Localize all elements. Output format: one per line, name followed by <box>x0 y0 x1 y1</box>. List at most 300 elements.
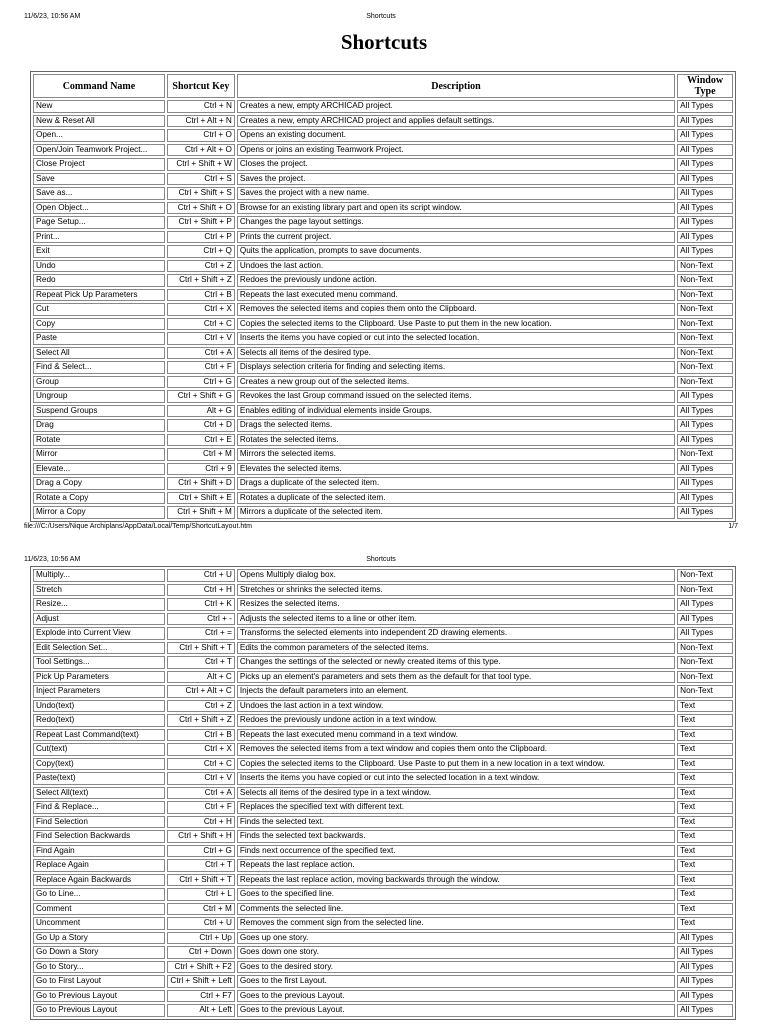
cell-window-type: Non-Text <box>677 376 733 389</box>
cell-shortcut-key: Ctrl + S <box>167 173 235 186</box>
cell-command-name: Suspend Groups <box>33 405 165 418</box>
table-row <box>33 917 733 930</box>
cell-window-type: All Types <box>677 231 733 244</box>
cell-description: Goes to the first Layout. <box>237 975 675 988</box>
cell-shortcut-key: Ctrl + X <box>167 743 235 756</box>
table-body-page-2 <box>33 569 733 1017</box>
cell-shortcut-key: Ctrl + Alt + N <box>167 115 235 128</box>
cell-description: Inserts the items you have copied or cut into the selected location. <box>237 332 675 345</box>
cell-command-name: Copy(text) <box>33 758 165 771</box>
footer-file-path: file:///C:/Users/Nique Archiplans/AppData/Local/Temp/ShortcutLayout.htm <box>24 523 252 530</box>
cell-shortcut-key: Ctrl + Shift + O <box>167 202 235 215</box>
cell-command-name: Comment <box>33 903 165 916</box>
cell-window-type: All Types <box>677 1004 733 1017</box>
cell-window-type: All Types <box>677 434 733 447</box>
table-row <box>33 975 733 988</box>
cell-command-name: Replace Again <box>33 859 165 872</box>
cell-command-name: Select All <box>33 347 165 360</box>
cell-command-name: New <box>33 100 165 113</box>
table-row <box>33 289 733 302</box>
cell-command-name: Rotate <box>33 434 165 447</box>
cell-command-name: Explode into Current View <box>33 627 165 640</box>
cell-command-name: Paste <box>33 332 165 345</box>
table-row <box>33 729 733 742</box>
table-row <box>33 245 733 258</box>
cell-shortcut-key: Ctrl + U <box>167 917 235 930</box>
cell-command-name: Stretch <box>33 584 165 597</box>
cell-command-name: Print... <box>33 231 165 244</box>
cell-window-type: Text <box>677 845 733 858</box>
cell-window-type: All Types <box>677 187 733 200</box>
cell-command-name: Mirror <box>33 448 165 461</box>
cell-shortcut-key: Ctrl + M <box>167 448 235 461</box>
cell-description: Creates a new group out of the selected items. <box>237 376 675 389</box>
table-row <box>33 961 733 974</box>
cell-shortcut-key: Ctrl + H <box>167 584 235 597</box>
cell-window-type: All Types <box>677 477 733 490</box>
cell-command-name: Redo(text) <box>33 714 165 727</box>
table-row <box>33 772 733 785</box>
cell-window-type: Non-Text <box>677 584 733 597</box>
table-row <box>33 202 733 215</box>
cell-shortcut-key: Ctrl + F7 <box>167 990 235 1003</box>
table-row <box>33 434 733 447</box>
cell-description: Changes the page layout settings. <box>237 216 675 229</box>
table-row <box>33 656 733 669</box>
cell-description: Changes the settings of the selected or newly created items of this type. <box>237 656 675 669</box>
cell-command-name: Resize... <box>33 598 165 611</box>
table-row <box>33 173 733 186</box>
cell-shortcut-key: Ctrl + K <box>167 598 235 611</box>
cell-shortcut-key: Ctrl + Shift + W <box>167 158 235 171</box>
cell-window-type: Non-Text <box>677 260 733 273</box>
table-row <box>33 859 733 872</box>
cell-window-type: Text <box>677 917 733 930</box>
cell-window-type: Non-Text <box>677 361 733 374</box>
cell-description: Repeats the last replace action, moving backwards through the window. <box>237 874 675 887</box>
cell-command-name: Adjust <box>33 613 165 626</box>
cell-shortcut-key: Ctrl + A <box>167 347 235 360</box>
cell-command-name: Find & Replace... <box>33 801 165 814</box>
cell-window-type: All Types <box>677 144 733 157</box>
cell-window-type: Text <box>677 801 733 814</box>
cell-shortcut-key: Ctrl + G <box>167 376 235 389</box>
cell-description: Revokes the last Group command issued on the selected items. <box>237 390 675 403</box>
cell-window-type: Text <box>677 772 733 785</box>
cell-command-name: Elevate... <box>33 463 165 476</box>
cell-description: Resizes the selected items. <box>237 598 675 611</box>
table-row <box>33 492 733 505</box>
cell-window-type: All Types <box>677 492 733 505</box>
cell-description: Injects the default parameters into an element. <box>237 685 675 698</box>
cell-command-name: Go to Previous Layout <box>33 1004 165 1017</box>
cell-command-name: Replace Again Backwards <box>33 874 165 887</box>
cell-description: Enables editing of individual elements inside Groups. <box>237 405 675 418</box>
cell-description: Quits the application, prompts to save documents. <box>237 245 675 258</box>
table-row <box>33 274 733 287</box>
table-row <box>33 448 733 461</box>
cell-window-type: All Types <box>677 100 733 113</box>
cell-shortcut-key: Ctrl + L <box>167 888 235 901</box>
table-row <box>33 1004 733 1017</box>
cell-command-name: Close Project <box>33 158 165 171</box>
cell-window-type: All Types <box>677 158 733 171</box>
cell-description: Saves the project. <box>237 173 675 186</box>
cell-description: Finds the selected text. <box>237 816 675 829</box>
cell-command-name: Go Up a Story <box>33 932 165 945</box>
cell-window-type: Text <box>677 714 733 727</box>
cell-command-name: Ungroup <box>33 390 165 403</box>
cell-shortcut-key: Ctrl + F <box>167 361 235 374</box>
table-row <box>33 569 733 582</box>
table-row <box>33 787 733 800</box>
cell-shortcut-key: Ctrl + T <box>167 859 235 872</box>
cell-command-name: Find Selection Backwards <box>33 830 165 843</box>
table-row <box>33 758 733 771</box>
cell-window-type: Non-Text <box>677 303 733 316</box>
cell-command-name: Uncomment <box>33 917 165 930</box>
cell-description: Prints the current project. <box>237 231 675 244</box>
cell-description: Redoes the previously undone action in a text window. <box>237 714 675 727</box>
cell-description: Opens Multiply dialog box. <box>237 569 675 582</box>
cell-shortcut-key: Ctrl + B <box>167 289 235 302</box>
table-row <box>33 477 733 490</box>
cell-description: Removes the selected items from a text window and copies them onto the Clipboard. <box>237 743 675 756</box>
cell-command-name: Undo(text) <box>33 700 165 713</box>
cell-shortcut-key: Ctrl + Shift + D <box>167 477 235 490</box>
cell-window-type: Text <box>677 743 733 756</box>
cell-description: Goes to the previous Layout. <box>237 990 675 1003</box>
cell-shortcut-key: Ctrl + X <box>167 303 235 316</box>
table-row <box>33 816 733 829</box>
table-row <box>33 584 733 597</box>
cell-window-type: Text <box>677 787 733 800</box>
cell-description: Browse for an existing library part and open its script window. <box>237 202 675 215</box>
table-row <box>33 671 733 684</box>
table-row <box>33 932 733 945</box>
shortcuts-table-page-2 <box>30 566 736 1020</box>
cell-description: Finds the selected text backwards. <box>237 830 675 843</box>
cell-window-type: Text <box>677 830 733 843</box>
cell-window-type: All Types <box>677 975 733 988</box>
cell-shortcut-key: Ctrl + Z <box>167 260 235 273</box>
cell-shortcut-key: Ctrl + Shift + P <box>167 216 235 229</box>
cell-command-name: Cut <box>33 303 165 316</box>
cell-window-type: All Types <box>677 173 733 186</box>
table-row <box>33 231 733 244</box>
table-row <box>33 463 733 476</box>
cell-command-name: Save as... <box>33 187 165 200</box>
cell-window-type: Text <box>677 758 733 771</box>
table-row <box>33 260 733 273</box>
table-header-row <box>33 74 733 98</box>
cell-description: Picks up an element's parameters and sets them as the default for that tool type. <box>237 671 675 684</box>
cell-command-name: Multiply... <box>33 569 165 582</box>
cell-command-name: Pick Up Parameters <box>33 671 165 684</box>
table-row <box>33 332 733 345</box>
table-row <box>33 642 733 655</box>
cell-description: Goes up one story. <box>237 932 675 945</box>
cell-description: Selects all items of the desired type in a text window. <box>237 787 675 800</box>
cell-command-name: Go to Line... <box>33 888 165 901</box>
table-row <box>33 685 733 698</box>
shortcuts-table-page-1 <box>30 71 736 522</box>
cell-window-type: All Types <box>677 129 733 142</box>
cell-command-name: Select All(text) <box>33 787 165 800</box>
header-title: Shortcuts <box>366 13 396 20</box>
cell-window-type: Non-Text <box>677 274 733 287</box>
table-row <box>33 347 733 360</box>
cell-shortcut-key: Ctrl + Up <box>167 932 235 945</box>
cell-window-type: Non-Text <box>677 642 733 655</box>
cell-description: Selects all items of the desired type. <box>237 347 675 360</box>
cell-shortcut-key: Ctrl + A <box>167 787 235 800</box>
cell-shortcut-key: Ctrl + E <box>167 434 235 447</box>
cell-shortcut-key: Ctrl + Z <box>167 700 235 713</box>
cell-shortcut-key: Ctrl + O <box>167 129 235 142</box>
cell-window-type: Non-Text <box>677 656 733 669</box>
table-row <box>33 743 733 756</box>
table-row <box>33 888 733 901</box>
cell-shortcut-key: Alt + Left <box>167 1004 235 1017</box>
cell-description: Repeats the last executed menu command. <box>237 289 675 302</box>
table-row <box>33 946 733 959</box>
cell-shortcut-key: Ctrl + Shift + H <box>167 830 235 843</box>
cell-window-type: Text <box>677 729 733 742</box>
table-row <box>33 714 733 727</box>
cell-command-name: Go to First Layout <box>33 975 165 988</box>
cell-shortcut-key: Alt + C <box>167 671 235 684</box>
cell-window-type: Non-Text <box>677 289 733 302</box>
cell-description: Inserts the items you have copied or cut into the selected location in a text window. <box>237 772 675 785</box>
cell-description: Elevates the selected items. <box>237 463 675 476</box>
column-header-shortcut-key: Shortcut Key <box>167 74 235 98</box>
cell-window-type: Non-Text <box>677 318 733 331</box>
cell-window-type: All Types <box>677 990 733 1003</box>
table-row <box>33 830 733 843</box>
footer-page-number: 1/7 <box>728 523 738 530</box>
cell-command-name: New & Reset All <box>33 115 165 128</box>
table-row <box>33 405 733 418</box>
cell-shortcut-key: Ctrl + M <box>167 903 235 916</box>
cell-description: Drags the selected items. <box>237 419 675 432</box>
cell-window-type: All Types <box>677 202 733 215</box>
cell-description: Closes the project. <box>237 158 675 171</box>
cell-description: Goes down one story. <box>237 946 675 959</box>
cell-shortcut-key: Ctrl + D <box>167 419 235 432</box>
cell-shortcut-key: Ctrl + Shift + Z <box>167 274 235 287</box>
cell-description: Redoes the previously undone action. <box>237 274 675 287</box>
cell-description: Creates a new, empty ARCHICAD project. <box>237 100 675 113</box>
table-row <box>33 216 733 229</box>
cell-window-type: Text <box>677 816 733 829</box>
cell-window-type: Text <box>677 874 733 887</box>
cell-window-type: All Types <box>677 627 733 640</box>
table-row <box>33 158 733 171</box>
cell-window-type: All Types <box>677 961 733 974</box>
cell-command-name: Drag a Copy <box>33 477 165 490</box>
cell-window-type: All Types <box>677 613 733 626</box>
table-row <box>33 598 733 611</box>
cell-shortcut-key: Ctrl + T <box>167 656 235 669</box>
table-row <box>33 874 733 887</box>
header-datetime: 11/6/23, 10:56 AM <box>24 13 81 20</box>
cell-shortcut-key: Ctrl + Shift + M <box>167 506 235 519</box>
table-row <box>33 144 733 157</box>
cell-shortcut-key: Ctrl + Shift + T <box>167 874 235 887</box>
column-header-description: Description <box>237 74 675 98</box>
cell-description: Rotates the selected items. <box>237 434 675 447</box>
cell-window-type: Non-Text <box>677 448 733 461</box>
cell-command-name: Exit <box>33 245 165 258</box>
header-datetime: 11/6/23, 10:56 AM <box>24 556 81 563</box>
cell-window-type: Non-Text <box>677 685 733 698</box>
table-row <box>33 627 733 640</box>
cell-command-name: Page Setup... <box>33 216 165 229</box>
cell-description: Rotates a duplicate of the selected item. <box>237 492 675 505</box>
cell-description: Creates a new, empty ARCHICAD project and applies default settings. <box>237 115 675 128</box>
table-row <box>33 990 733 1003</box>
cell-description: Mirrors the selected items. <box>237 448 675 461</box>
cell-description: Goes to the specified line. <box>237 888 675 901</box>
cell-window-type: Text <box>677 700 733 713</box>
cell-shortcut-key: Ctrl + H <box>167 816 235 829</box>
cell-window-type: Non-Text <box>677 671 733 684</box>
header-title: Shortcuts <box>366 556 396 563</box>
cell-window-type: All Types <box>677 390 733 403</box>
cell-shortcut-key: Ctrl + Shift + S <box>167 187 235 200</box>
cell-command-name: Inject Parameters <box>33 685 165 698</box>
cell-description: Repeats the last replace action. <box>237 859 675 872</box>
cell-command-name: Go to Story... <box>33 961 165 974</box>
cell-description: Comments the selected line. <box>237 903 675 916</box>
table-row <box>33 187 733 200</box>
cell-window-type: All Types <box>677 419 733 432</box>
cell-description: Saves the project with a new name. <box>237 187 675 200</box>
cell-shortcut-key: Ctrl + Alt + O <box>167 144 235 157</box>
cell-description: Removes the comment sign from the selected line. <box>237 917 675 930</box>
cell-description: Opens an existing document. <box>237 129 675 142</box>
table-row <box>33 361 733 374</box>
cell-description: Goes to the desired story. <box>237 961 675 974</box>
cell-window-type: Text <box>677 888 733 901</box>
cell-command-name: Group <box>33 376 165 389</box>
cell-description: Undoes the last action. <box>237 260 675 273</box>
cell-command-name: Mirror a Copy <box>33 506 165 519</box>
cell-command-name: Undo <box>33 260 165 273</box>
cell-description: Stretches or shrinks the selected items. <box>237 584 675 597</box>
cell-window-type: All Types <box>677 506 733 519</box>
table-row <box>33 419 733 432</box>
cell-window-type: All Types <box>677 115 733 128</box>
cell-shortcut-key: Ctrl + - <box>167 613 235 626</box>
column-header-window-type: Window Type <box>677 74 733 98</box>
cell-shortcut-key: Ctrl + Shift + F2 <box>167 961 235 974</box>
cell-description: Mirrors a duplicate of the selected item. <box>237 506 675 519</box>
cell-shortcut-key: Ctrl + Shift + Left <box>167 975 235 988</box>
cell-command-name: Find & Select... <box>33 361 165 374</box>
cell-description: Repeats the last executed menu command in a text window. <box>237 729 675 742</box>
cell-window-type: All Types <box>677 598 733 611</box>
cell-description: Finds next occurrence of the specified text. <box>237 845 675 858</box>
cell-command-name: Copy <box>33 318 165 331</box>
cell-shortcut-key: Ctrl + Down <box>167 946 235 959</box>
table-row <box>33 506 733 519</box>
cell-description: Adjusts the selected items to a line or other item. <box>237 613 675 626</box>
cell-description: Undoes the last action in a text window. <box>237 700 675 713</box>
page-title: Shortcuts <box>340 30 428 54</box>
cell-command-name: Cut(text) <box>33 743 165 756</box>
cell-shortcut-key: Ctrl + Shift + E <box>167 492 235 505</box>
table-row <box>33 845 733 858</box>
cell-window-type: All Types <box>677 932 733 945</box>
cell-command-name: Go to Previous Layout <box>33 990 165 1003</box>
cell-command-name: Repeat Last Command(text) <box>33 729 165 742</box>
cell-shortcut-key: Ctrl + V <box>167 772 235 785</box>
cell-window-type: Text <box>677 859 733 872</box>
cell-command-name: Open/Join Teamwork Project... <box>33 144 165 157</box>
cell-shortcut-key: Ctrl + C <box>167 318 235 331</box>
cell-shortcut-key: Ctrl + U <box>167 569 235 582</box>
cell-command-name: Find Selection <box>33 816 165 829</box>
cell-shortcut-key: Ctrl + Alt + C <box>167 685 235 698</box>
cell-command-name: Repeat Pick Up Parameters <box>33 289 165 302</box>
cell-description: Transforms the selected elements into independent 2D drawing elements. <box>237 627 675 640</box>
cell-description: Displays selection criteria for finding and selecting items. <box>237 361 675 374</box>
cell-window-type: All Types <box>677 405 733 418</box>
table-row <box>33 903 733 916</box>
table-row <box>33 376 733 389</box>
cell-shortcut-key: Ctrl + = <box>167 627 235 640</box>
cell-window-type: Non-Text <box>677 569 733 582</box>
cell-description: Edits the common parameters of the selected items. <box>237 642 675 655</box>
cell-command-name: Go Down a Story <box>33 946 165 959</box>
cell-description: Replaces the specified text with different text. <box>237 801 675 814</box>
cell-command-name: Edit Selection Set... <box>33 642 165 655</box>
cell-shortcut-key: Ctrl + P <box>167 231 235 244</box>
cell-window-type: Non-Text <box>677 332 733 345</box>
cell-shortcut-key: Ctrl + Q <box>167 245 235 258</box>
column-header-command-name: Command Name <box>33 74 165 98</box>
table-row <box>33 303 733 316</box>
table-row <box>33 115 733 128</box>
table-row <box>33 129 733 142</box>
cell-command-name: Find Again <box>33 845 165 858</box>
table-row <box>33 613 733 626</box>
cell-shortcut-key: Alt + G <box>167 405 235 418</box>
cell-window-type: Non-Text <box>677 347 733 360</box>
cell-shortcut-key: Ctrl + Shift + T <box>167 642 235 655</box>
cell-shortcut-key: Ctrl + N <box>167 100 235 113</box>
table-row <box>33 100 733 113</box>
table-row <box>33 801 733 814</box>
cell-command-name: Drag <box>33 419 165 432</box>
cell-window-type: All Types <box>677 946 733 959</box>
cell-command-name: Save <box>33 173 165 186</box>
cell-window-type: All Types <box>677 245 733 258</box>
table-row <box>33 318 733 331</box>
cell-command-name: Tool Settings... <box>33 656 165 669</box>
cell-command-name: Rotate a Copy <box>33 492 165 505</box>
table-body-page-1 <box>33 100 733 519</box>
cell-window-type: All Types <box>677 216 733 229</box>
cell-shortcut-key: Ctrl + 9 <box>167 463 235 476</box>
cell-description: Goes to the previous Layout. <box>237 1004 675 1017</box>
cell-shortcut-key: Ctrl + V <box>167 332 235 345</box>
cell-command-name: Open... <box>33 129 165 142</box>
cell-window-type: Text <box>677 903 733 916</box>
cell-command-name: Redo <box>33 274 165 287</box>
